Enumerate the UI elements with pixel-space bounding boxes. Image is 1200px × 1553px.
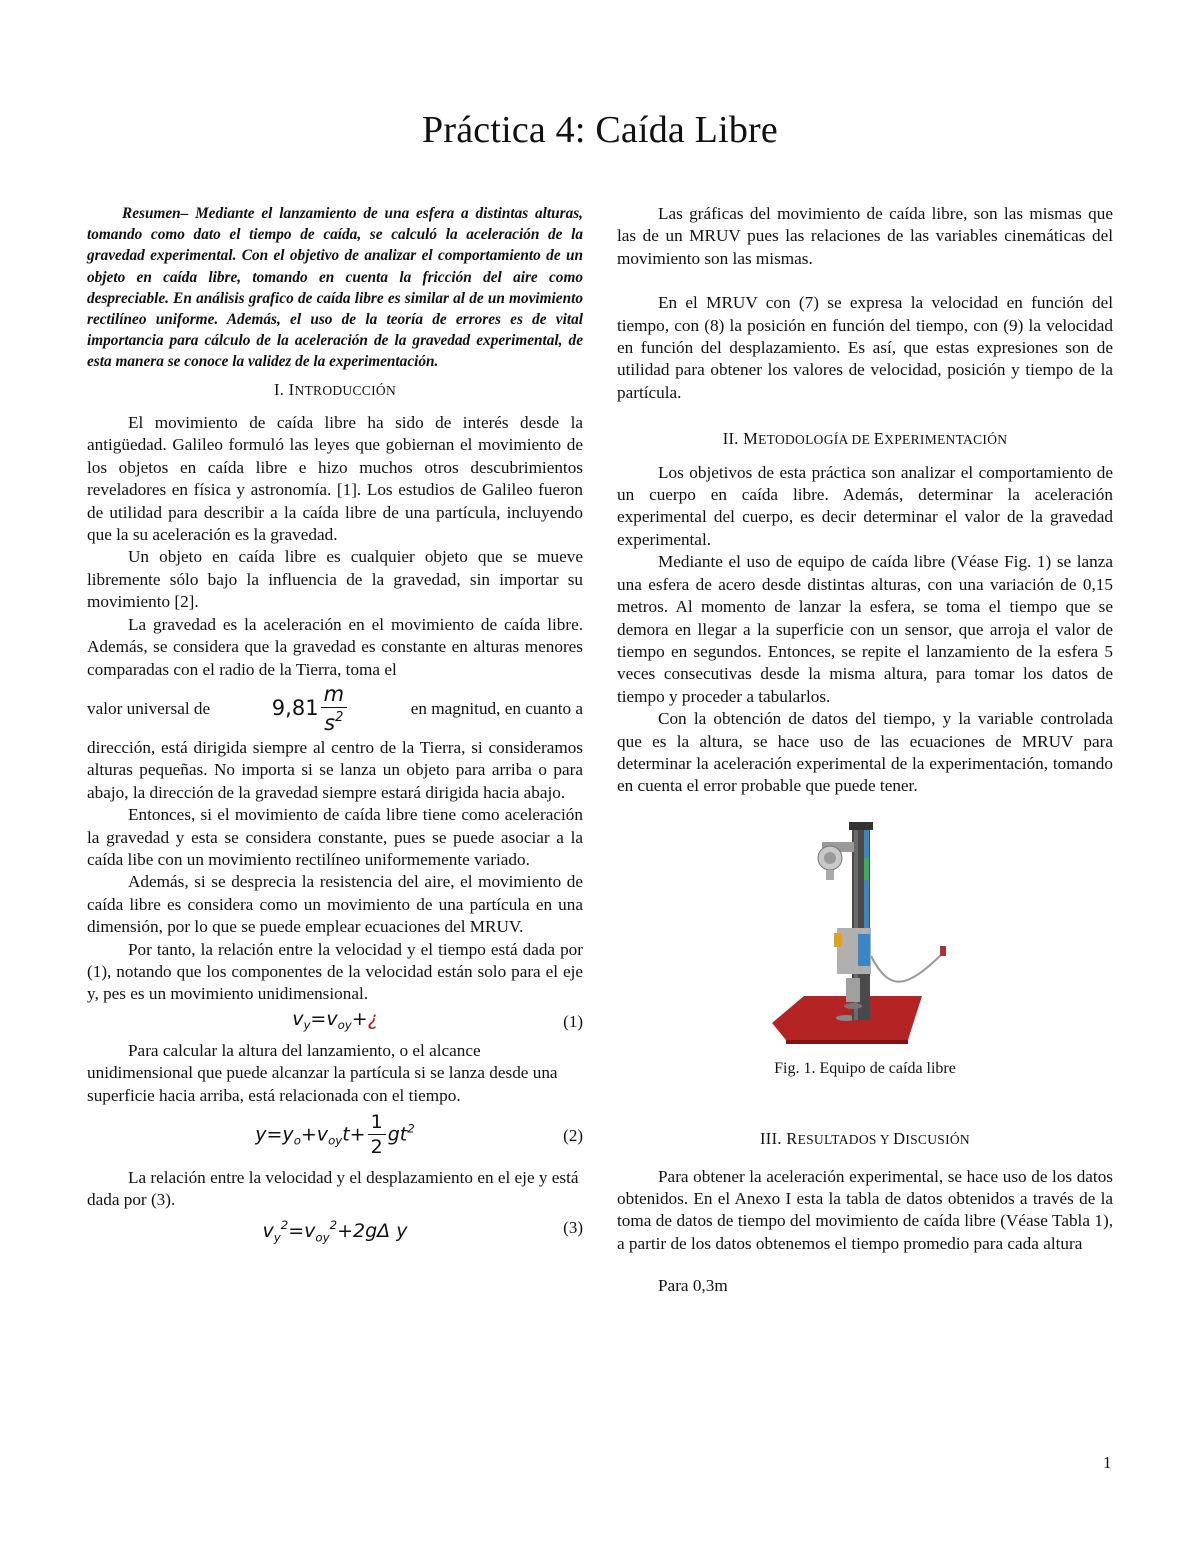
- method-paragraph-3: Con la obtención de datos del tiempo, y la variable controlada que es la altura, se hace uso de las ecuaciones de MRUV para determinar la aceleración experimental de la experimentación, tomando en cuenta el error probable que puede tener.: [617, 709, 1113, 796]
- intro-paragraph-1: El movimiento de caída libre ha sido de interés desde la antigüedad. Galileo formuló las leyes que gobiernan el movimiento de los objetos en caída libre e hizo muchos otros descubrimientos reveladores en física y astronomía. [1]. Los estudios de Galileo fueron de utilidad para describir a la caída libre de una partícula, incluyendo que la su aceleración es la gravedad.: [87, 413, 583, 545]
- right-column: [617, 203, 1113, 1298]
- results-subheading: Para 0,3m: [658, 1276, 728, 1296]
- abstract: Resumen– Mediante el lanzamiento de una esfera a distintas alturas, tomando como dato el tiempo de caída, se calculó la aceleración de la gravedad experimental. Con el objetivo de analizar el comportamiento de un objeto en caída libre, tomando en cuenta la fricción del aire como despreciable. En análisis grafico de caída libre es similar al de un movimiento rectilíneo uniforme. Además, el uso de la teoría de errores es de vital importancia para cálculo de la aceleración de la gravedad experimental, de esta manera se conoce la validez de la experimentación.: [87, 205, 583, 371]
- intro-paragraph-3-continued: dirección, está dirigida siempre al centro de la Tierra, si consideramos alturas pequeñas. No importa si se lanza un objeto para arriba o para abajo, la dirección de la gravedad siempre estará dirigida hacia abajo.: [87, 737, 583, 802]
- section-heading-introduccion: I. INTRODUCCIÓN: [273, 379, 396, 399]
- results-paragraph: Para obtener la aceleración experimental, se hace uso de los datos obtenidos. En el Anexo I esta la tabla de datos obtenidos a través de la toma de datos de tiempo del movimiento de caída libre (Véase Tabla 1), a partir de los datos obtenemos el tiempo promedio para cada altura: [617, 1166, 1113, 1253]
- figure-free-fall-apparatus: [617, 818, 1113, 1046]
- free-fall-apparatus-image: [772, 818, 962, 1046]
- equation-2: $y=y_o+v_{oy}t+$ $\frac{1}{2}$ $gt^2$ (2): [255, 1111, 583, 1158]
- equation-1: $v_y=v_{oy}+¿$ (1): [292, 1007, 583, 1032]
- graphs-paragraph: Las gráficas del movimiento de caída libre, son las mismas que las de un MRUV pues las relaciones de las variables cinemáticas del movimiento son las mismas.: [617, 204, 1113, 268]
- method-paragraph-1: Los objetivos de esta práctica son analizar el comportamiento de un cuerpo en caída libre. Además, determinar la aceleración experimental del cuerpo, es decir determinar el valor de la gravedad experimental.: [617, 462, 1113, 549]
- left-column: [87, 203, 583, 1246]
- page-number: 1: [1103, 1453, 1112, 1472]
- intro-paragraph-5: Además, si se desprecia la resistencia del aire, el movimiento de caída libre es considera como un movimiento de una partícula en una dimensión, por lo que se puede emplear ecuaciones del MRUV.: [87, 872, 583, 937]
- section-heading-resultados: III. RESULTADOS Y DISCUSIÓN: [760, 1129, 970, 1149]
- intro-paragraph-7: Para calcular la altura del lanzamiento, o el alcance unidimensional que puede alcanzar la partícula si se lanza desde una superficie hacia arriba, está relacionada con el tiempo.: [87, 1040, 558, 1105]
- figure-caption: Fig. 1. Equipo de caída libre: [774, 1059, 956, 1077]
- equation-3: $v_y^2=v_{oy}^2+2g\Delta$ y (3): [262, 1217, 583, 1245]
- gravity-value: 9,81 $\frac{m}{s^2}$: [272, 684, 349, 734]
- page-title: Práctica 4: Caída Libre: [422, 109, 778, 151]
- mruv-paragraph: En el MRUV con (7) se expresa la velocidad en función del tiempo, con (8) la posición en función del tiempo, con (9) la velocidad en función del desplazamiento. Es así, que estas expresiones son de utilidad para obtener los valores de velocidad, posición y tiempo de la partícula.: [617, 293, 1113, 402]
- gravity-value-line: valor universal de 9,81 $\frac{m}{s^2}$ en magnitud, en cuanto a: [87, 681, 583, 735]
- intro-paragraph-4: Entonces, si el movimiento de caída libre tiene como aceleración la gravedad y esta se considera constante, pues se puede asociar a la caída libe con un movimiento rectilíneo uniformemente variado.: [87, 805, 583, 869]
- section-heading-metodologia: II. METODOLOGÍA DE EXPERIMENTACIÓN: [722, 429, 1008, 449]
- method-paragraph-2: Mediante el uso de equipo de caída libre (Véase Fig. 1) se lanza una esfera de acero desde distintas alturas, con una variación de 0,15 metros. Al momento de lanzar la esfera, se toma el tiempo que se demora en llegar a la superficie con un sensor, que arroja el valor de tiempo en segundos. Entonces, se repite el lanzamiento de la esfera 5 veces consecutivas desde la misma altura, para tomar los datos de tiempo y proceder a tabularlos.: [617, 552, 1113, 706]
- intro-paragraph-3: La gravedad es la aceleración en el movimiento de caída libre. Además, se considera que la gravedad es constante en alturas menores comparadas con el radio de la Tierra, toma el: [87, 614, 583, 679]
- intro-paragraph-2: Un objeto en caída libre es cualquier objeto que se mueve libremente sólo bajo la influencia de la gravedad, sin importar su movimiento [2].: [87, 547, 583, 612]
- intro-paragraph-8: La relación entre la velocidad y el desplazamiento en el eje y está dada por (3).: [87, 1168, 579, 1210]
- intro-paragraph-6: Por tanto, la relación entre la velocidad y el tiempo está dada por (1), notando que los componentes de la velocidad están solo para el eje y, pes es un movimiento unidimensional.: [87, 939, 583, 1004]
